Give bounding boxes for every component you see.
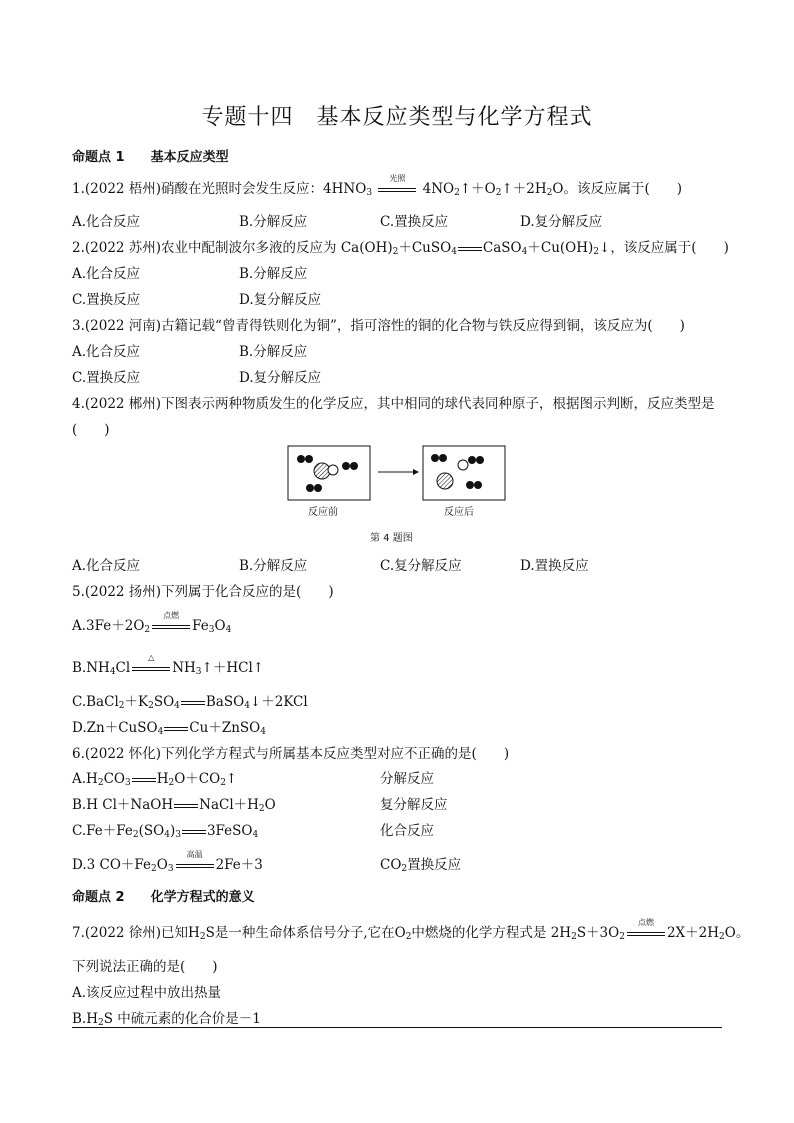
q1-option-a[interactable]: A.化合反应 <box>72 214 141 230</box>
after-molecules <box>431 454 484 489</box>
section-name: 基本反应类型 <box>150 150 229 165</box>
reaction-condition-arrow: 点燃 <box>627 927 665 941</box>
page-divider <box>72 1027 722 1028</box>
q1-option-c[interactable]: C.置换反应 <box>380 214 449 230</box>
question-6-stem: 6.(2022 怀化)下列化学方程式与所属基本反应类型对应不正确的是( ) <box>72 746 510 762</box>
question-4-stem: 4.(2022 郴州)下图表示两种物质发生的化学反应，其中相同的球代表同种原子，根据图示判断，反应类型是 <box>72 396 715 412</box>
q6-option-c[interactable]: $C.Fe+Fe_2(SO_4)_3$ 3FeSO$_4$ <box>72 823 259 840</box>
q5-option-c[interactable]: $C.BaCl_2+K_2SO_4$ BaSO$_4$↓＋2KCl <box>72 694 308 711</box>
q1-option-b[interactable]: B.分解反应 <box>239 214 308 230</box>
question-4-answer-paren: ( ) <box>72 422 110 438</box>
q3-option-a[interactable]: A.化合反应 <box>72 344 141 360</box>
q6-option-b[interactable]: B.H Cl＋NaOH $NaCl+H_2O$ <box>72 797 276 814</box>
q6-type-d: $CO_2$置换反应 <box>380 857 462 874</box>
q3-option-b[interactable]: B.分解反应 <box>239 344 308 360</box>
label-after: 反应后 <box>444 507 474 518</box>
reaction-condition-arrow: 光照 <box>378 183 416 197</box>
q7-option-a[interactable]: A.该反应过程中放出热量 <box>72 985 222 1001</box>
question-5-stem: 5.(2022 扬州)下列属于化合反应的是( ) <box>72 584 334 600</box>
section-heading-2 <box>72 886 255 905</box>
reaction-condition-arrow: 点燃 <box>152 620 190 634</box>
question-7-stem: 7.(2022 徐州)已知$H_2S$是一种生命体系信号分子,它在$O_2$中燃烧的化学方程式是 $2H_2S+3O_2$ 点燃 $2X+2H_2O$。 <box>72 917 750 942</box>
label-before: 反应前 <box>308 507 338 518</box>
q5-option-a[interactable]: $A.3Fe+2O_2$ 点燃 $Fe_3O_4$ <box>72 610 232 635</box>
q2-option-d[interactable]: D.复分解反应 <box>239 292 322 308</box>
section-name: 化学方程式的意义 <box>150 890 255 905</box>
q2-option-a[interactable]: A.化合反应 <box>72 266 141 282</box>
page-title: 专题十四 基本反应类型与化学方程式 <box>201 105 593 130</box>
q6-option-a[interactable]: $A.H_2CO_3$ $H_2O+CO_2↑$ <box>72 771 238 788</box>
reaction-condition-arrow: 高温 <box>176 859 214 873</box>
section-heading-1 <box>72 146 229 165</box>
q4-option-d[interactable]: D.置换反应 <box>520 558 589 574</box>
figure-caption: 第 4 题图 <box>370 533 413 544</box>
q2-option-c[interactable]: C.置换反应 <box>72 292 141 308</box>
before-molecules <box>297 455 358 492</box>
q4-option-b[interactable]: B.分解反应 <box>239 558 308 574</box>
q6-type-b: 复分解反应 <box>380 797 448 813</box>
q3-option-c[interactable]: C.置换反应 <box>72 370 141 386</box>
q1-option-d[interactable]: D.复分解反应 <box>520 214 603 230</box>
q6-type-a: 分解反应 <box>380 771 434 787</box>
question-1-stem: 1.(2022 梧州)硝酸在光照时会发生反应：$4HNO_3$ 光照 $4NO_2↑+O_2↑+2H_2O$。该反应属于( ) <box>72 173 683 198</box>
question-7-prompt: 下列说法正确的是( ) <box>72 959 218 975</box>
q5-option-b[interactable]: $B.NH_4Cl$ △ $NH_3↑+HCl↑$ <box>72 652 265 677</box>
q2-option-b[interactable]: B.分解反应 <box>239 266 308 282</box>
question-3-stem: 3.(2022 河南)古籍记载“曾青得铁则化为铜”，指可溶性的铜的化合物与铁反应得到铜，该反应为( ) <box>72 318 685 334</box>
q5-option-d[interactable]: D.Zn＋CuSO$_4$ Cu＋ZnSO$_4$ <box>72 720 266 737</box>
section-number: 命题点 2 <box>72 890 125 905</box>
q4-option-a[interactable]: A.化合反应 <box>72 558 141 574</box>
reaction-condition-arrow: △ <box>132 662 170 676</box>
q7-option-b[interactable]: $B.H_2S$ 中硫元素的化合价是－1 <box>72 1011 261 1028</box>
reaction-diagram <box>287 445 507 501</box>
q3-option-d[interactable]: D.复分解反应 <box>239 370 322 386</box>
q4-option-c[interactable]: C.复分解反应 <box>380 558 462 574</box>
q6-type-c: 化合反应 <box>380 823 434 839</box>
question-2-stem: 2.(2022 苏州)农业中配制波尔多液的反应为 $Ca(OH)_2+CuSO_4$ $CaSO_4+Cu(OH)_2↓$，该反应属于( ) <box>72 240 729 257</box>
section-number: 命题点 1 <box>72 150 125 165</box>
q6-option-d[interactable]: D.3 $CO+Fe_2O_3$ 高温 2Fe＋3 <box>72 849 263 874</box>
